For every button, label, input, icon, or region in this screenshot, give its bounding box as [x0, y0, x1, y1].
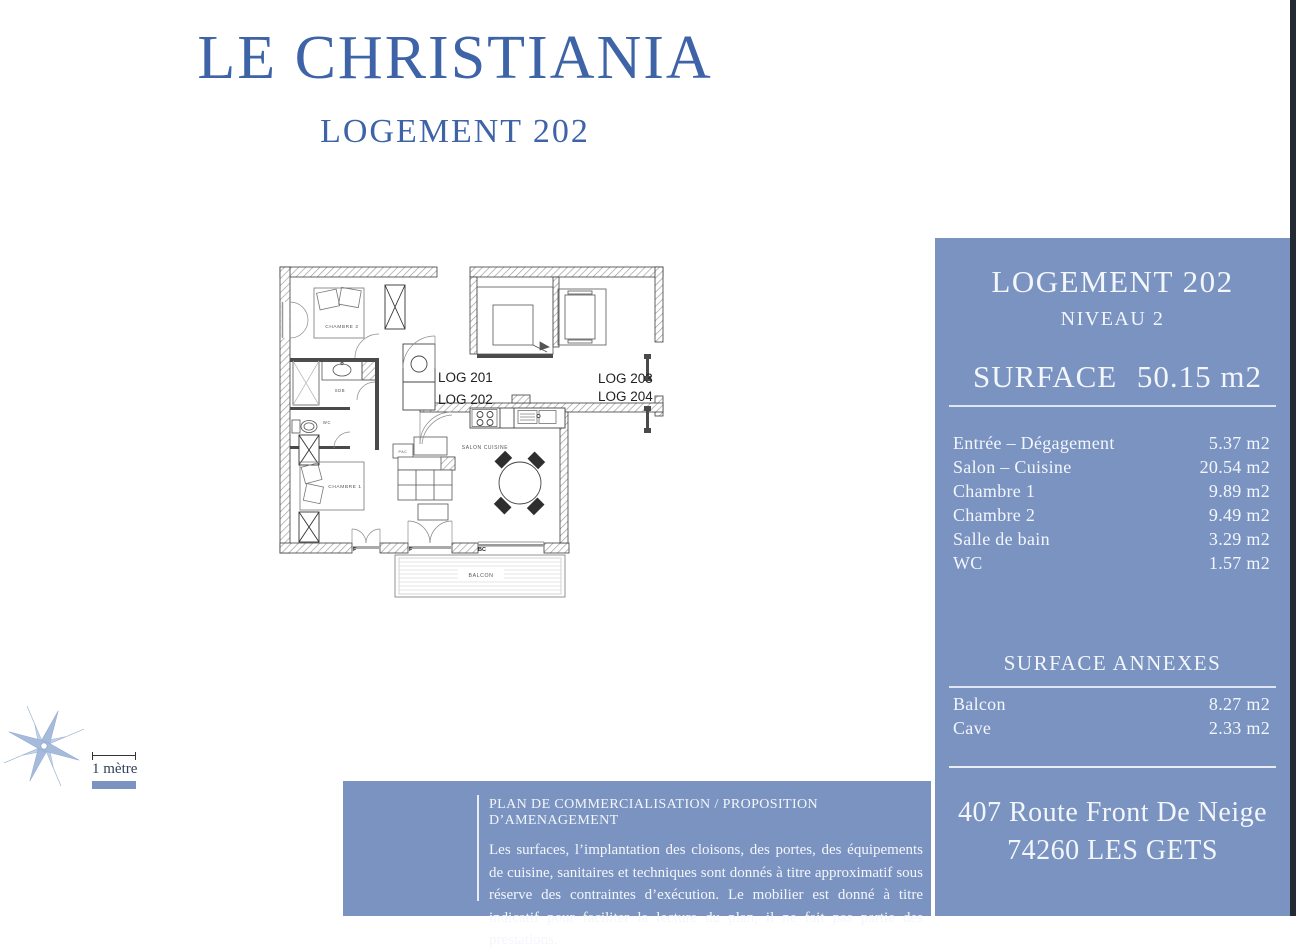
log201-label: LOG 201	[438, 370, 493, 385]
bathroom-fixtures	[293, 361, 362, 405]
room-area: 5.37 m2	[1208, 433, 1270, 453]
sidebar-level: NIVEAU 2	[1060, 308, 1165, 330]
shaft-boxes	[299, 285, 405, 542]
address-line1: 407 Route Front De Neige	[957, 797, 1268, 828]
dining-table	[494, 451, 545, 515]
annexes-underline	[949, 686, 1276, 688]
room-area: 1.57 m2	[1208, 553, 1270, 573]
disclaimer-body: Les surfaces, l’implantation des cloisons, des portes, des équipements de cuisine, sanitaires et techniques sont donnés à titre approximatif sous réserve des contraintes d’exécution. Le mobilier est donné à titre indicatif pour faciliter la lecture du plan, il ne fait pas partie des prestations.	[489, 842, 923, 948]
annex-label: Balcon	[953, 694, 1006, 714]
scale-label: 1 mètre	[92, 761, 138, 777]
address-separator	[949, 766, 1276, 768]
stairwell	[477, 287, 553, 354]
scale-ruler-icon	[92, 752, 136, 760]
room-row	[953, 431, 1270, 455]
floor-plan-drawing	[272, 258, 672, 606]
room-row	[953, 455, 1270, 479]
disclaimer-panel	[343, 781, 931, 948]
log203-label: LOG 203	[598, 371, 653, 386]
surface-underline	[949, 405, 1276, 407]
disclaimer-content	[489, 797, 923, 952]
room-row	[953, 551, 1270, 575]
chambre1-label: CHAMBRE 1	[328, 485, 362, 490]
room-label: Salon – Cuisine	[953, 457, 1072, 477]
bedroom2-furniture	[314, 287, 364, 338]
annex-row	[953, 716, 1270, 740]
wc-fixtures	[292, 420, 317, 433]
room-area: 9.89 m2	[1208, 481, 1270, 501]
disclaimer-title: PLAN DE COMMERCIALISATION / PROPOSITION D’AMENAGEMENT	[489, 797, 819, 828]
room-areas-list	[935, 431, 1290, 575]
sdb-label: SDB	[334, 388, 346, 393]
room-row	[953, 479, 1270, 503]
technical-cell	[403, 344, 435, 410]
balcony-label: BALCON	[468, 573, 494, 579]
page-edge-border	[1290, 0, 1296, 916]
elevator	[558, 289, 606, 345]
opening-bc-label: BC	[478, 547, 486, 553]
disclaimer-divider	[477, 795, 479, 901]
room-area: 20.54 m2	[1199, 457, 1270, 477]
kitchen-counter	[470, 408, 565, 428]
opening-f2-label: F	[409, 547, 413, 553]
annexes-title: SURFACE ANNEXES	[1003, 651, 1222, 675]
balcony	[395, 555, 565, 597]
room-area: 3.29 m2	[1208, 529, 1270, 549]
page-title: LE CHRISTIANIA	[197, 24, 713, 92]
log202-label: LOG 202	[438, 392, 493, 407]
scale-bar	[92, 781, 136, 789]
annex-label: Cave	[953, 718, 992, 738]
room-label: WC	[953, 553, 983, 573]
title-block	[150, 26, 760, 151]
surface-value: 50.15 m2	[1136, 359, 1262, 394]
room-label: Salle de bain	[953, 529, 1050, 549]
compass-rose-icon	[4, 706, 84, 786]
surface-label: SURFACE	[973, 359, 1118, 394]
address-block	[935, 794, 1290, 870]
wc-label: WC	[322, 420, 332, 425]
annex-areas-list	[935, 692, 1290, 740]
scale-widget	[92, 752, 152, 789]
salon-label: SALON CUISINE	[461, 445, 509, 451]
chambre2-label: CHAMBRE 2	[325, 325, 359, 330]
room-label: Chambre 1	[953, 481, 1036, 501]
room-area: 9.49 m2	[1208, 505, 1270, 525]
annex-area: 2.33 m2	[1208, 718, 1270, 738]
address-line2: 74260 LES GETS	[1007, 835, 1218, 866]
page-subtitle: LOGEMENT 202	[320, 113, 590, 151]
surface-total-row	[935, 359, 1290, 395]
room-label: Chambre 2	[953, 505, 1036, 525]
annex-row	[953, 692, 1270, 716]
pac-label: PAC	[398, 450, 408, 454]
annex-area: 8.27 m2	[1208, 694, 1270, 714]
room-row	[953, 527, 1270, 551]
opening-f1-label: F	[353, 547, 357, 553]
room-row	[953, 503, 1270, 527]
log204-label: LOG 204	[598, 389, 653, 404]
info-sidebar	[935, 238, 1290, 916]
floor-plan	[272, 258, 672, 606]
sidebar-unit-title: LOGEMENT 202	[991, 264, 1234, 299]
room-label: Entrée – Dégagement	[953, 433, 1115, 453]
